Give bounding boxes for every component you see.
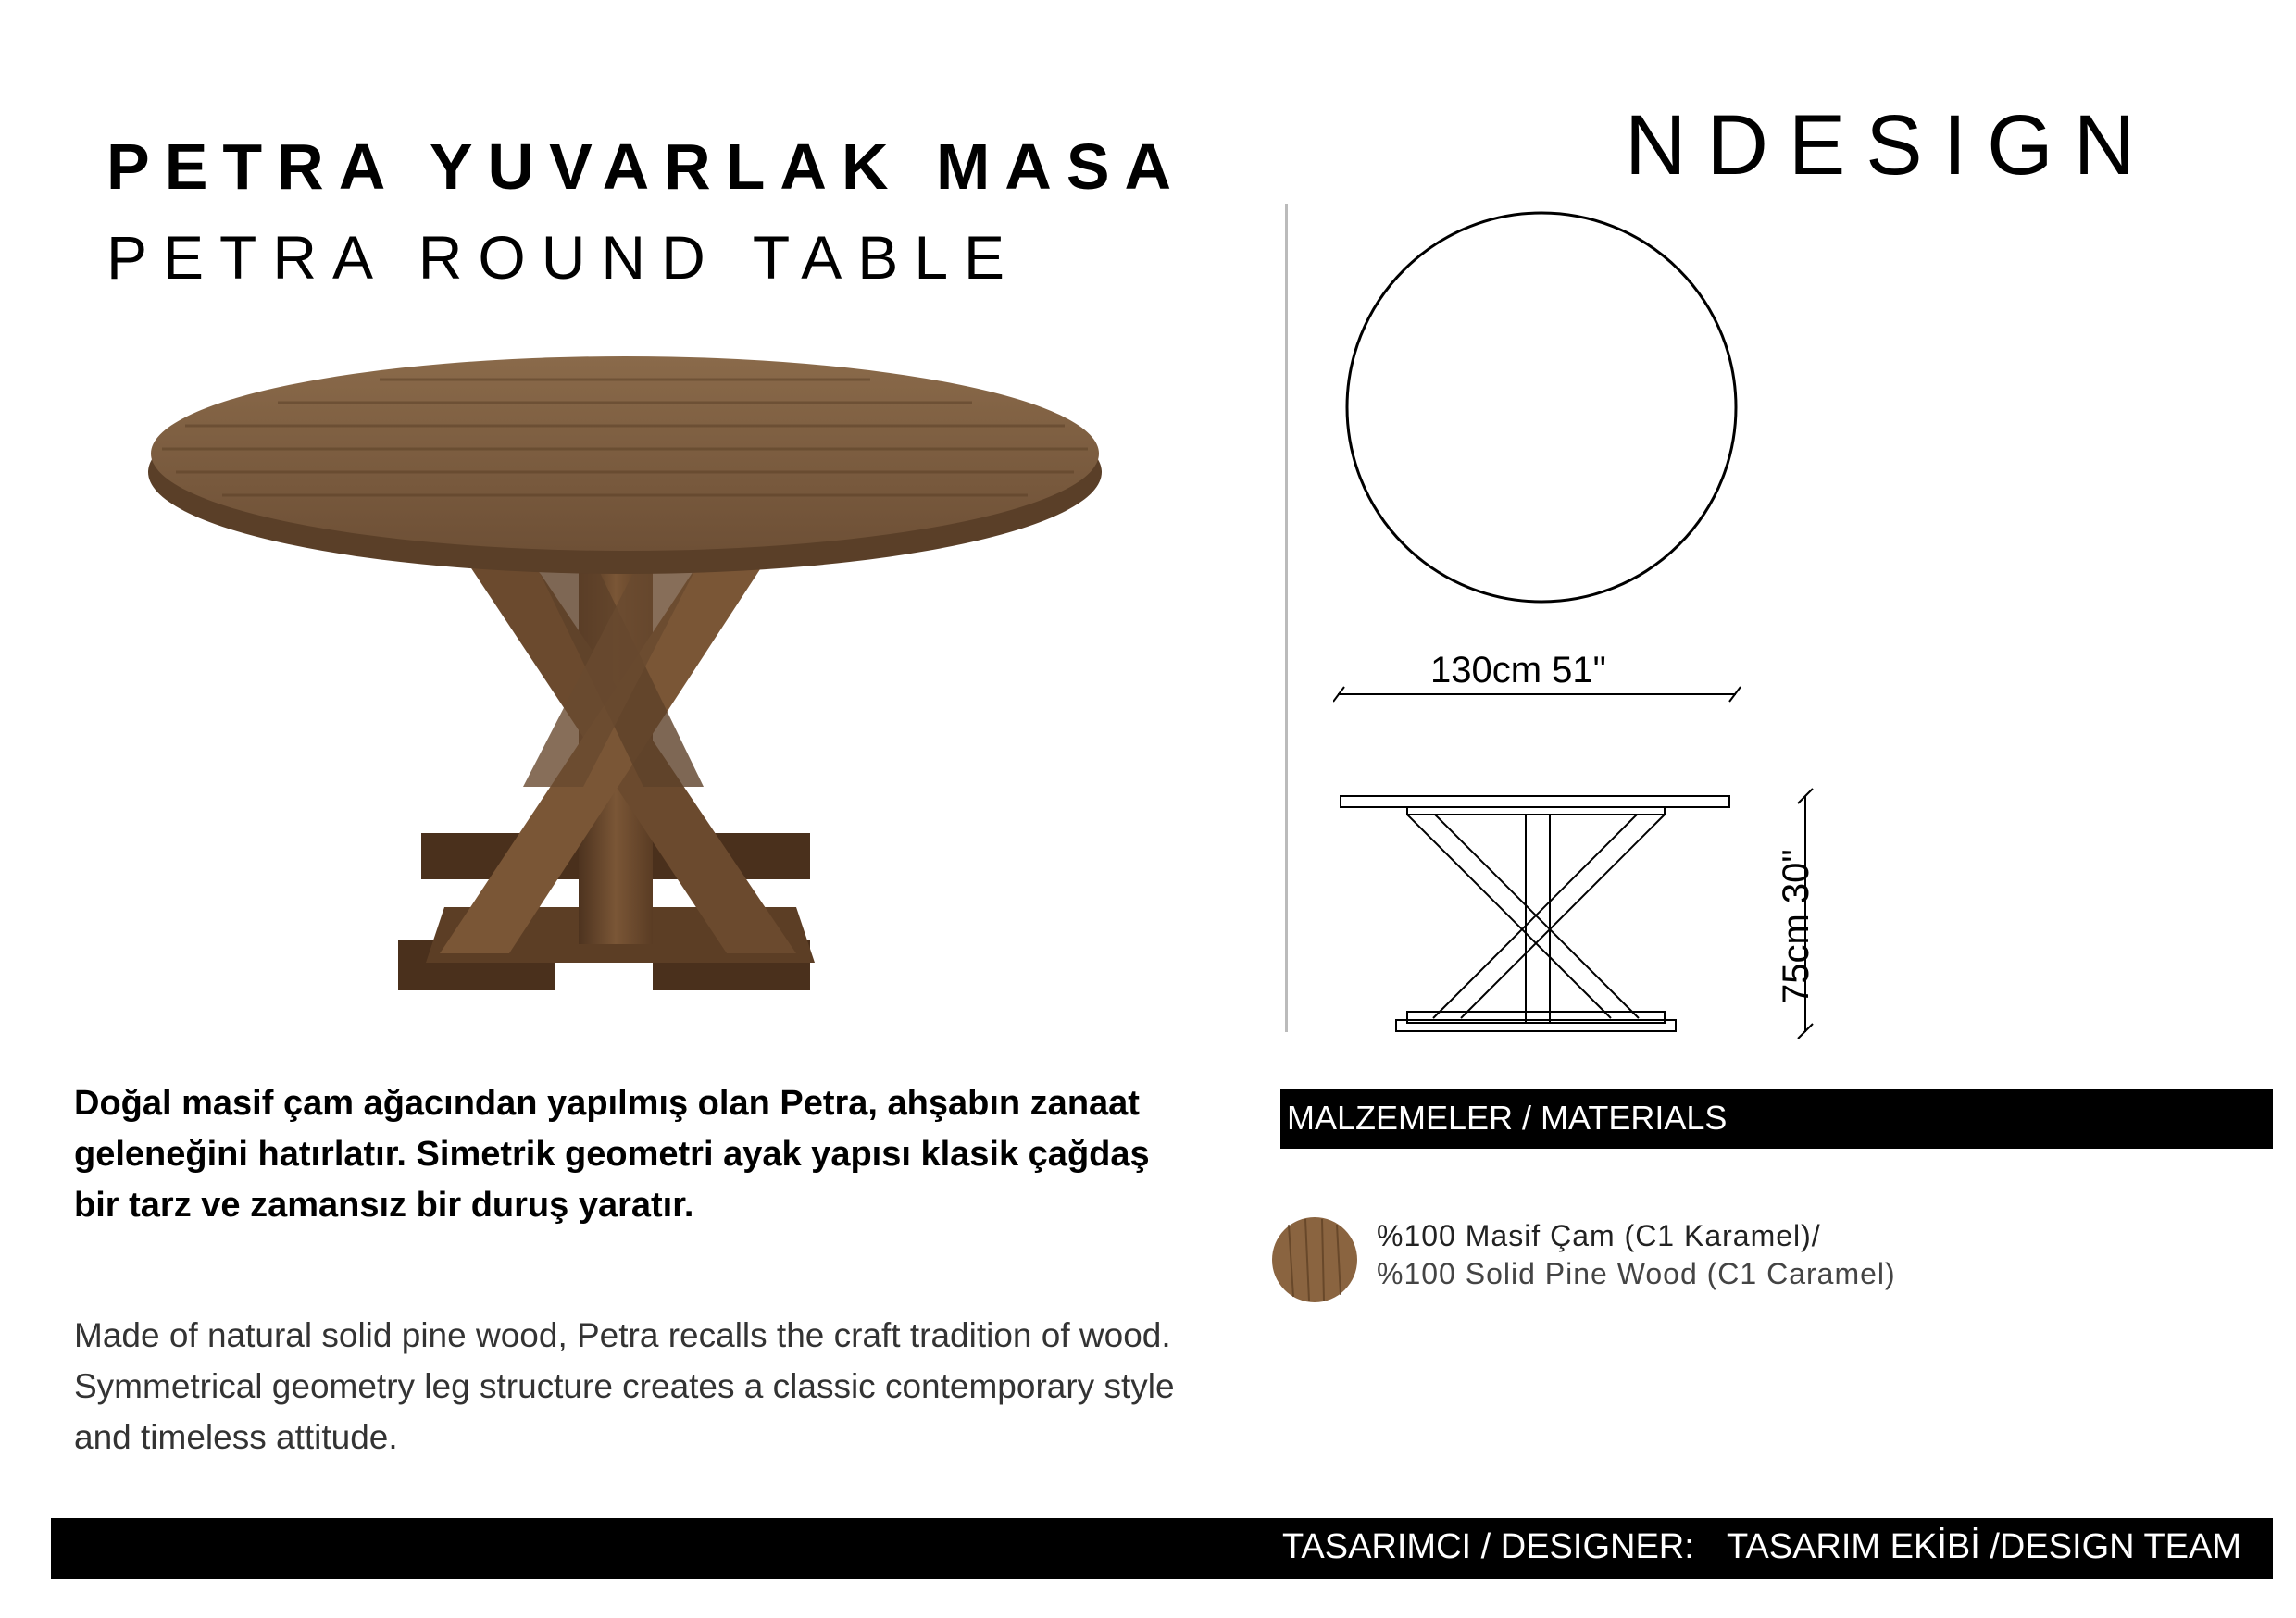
circle-top-view bbox=[1333, 199, 1778, 606]
material-line-tr: %100 Masif Çam (C1 Karamel)/ bbox=[1377, 1219, 1821, 1252]
description-en: Made of natural solid pine wood, Petra recalls the craft tradition of wood. Symmetrical geometry leg structure creates a classic contemporary style and timeless attitude. bbox=[74, 1316, 1175, 1456]
designer-value: TASARIM EKİBİ /DESIGN TEAM bbox=[1727, 1527, 2242, 1566]
width-dimension-label: 130cm 51" bbox=[1430, 650, 1606, 691]
pine-wood-swatch bbox=[1270, 1215, 1359, 1304]
materials-heading: MALZEMELER / MATERIALS bbox=[1287, 1099, 1728, 1137]
brand-logo: NDESIGN bbox=[1625, 98, 2156, 193]
product-title-en: PETRA ROUND TABLE bbox=[106, 223, 1021, 292]
product-title-tr: PETRA YUVARLAK MASA bbox=[106, 131, 1187, 203]
description-tr: Doğal masif çam ağacından yapılmış olan Petra, ahşabın zanaat geleneğini hatırlatır. Simetrik geometri ayak yapısı klasik çağdaş bir tarz ve zamansız bir duruş yaratır. bbox=[74, 1084, 1150, 1225]
table-side-elevation bbox=[1333, 787, 1833, 1046]
height-dimension-label: 75cm 30" bbox=[1776, 849, 1816, 1004]
divider-vertical bbox=[1285, 204, 1288, 1032]
round-wooden-table-illustration bbox=[148, 352, 1111, 1018]
designer-label: TASARIMCI / DESIGNER: bbox=[1282, 1527, 1694, 1566]
material-line-en: %100 Solid Pine Wood (C1 Caramel) bbox=[1377, 1257, 1896, 1290]
